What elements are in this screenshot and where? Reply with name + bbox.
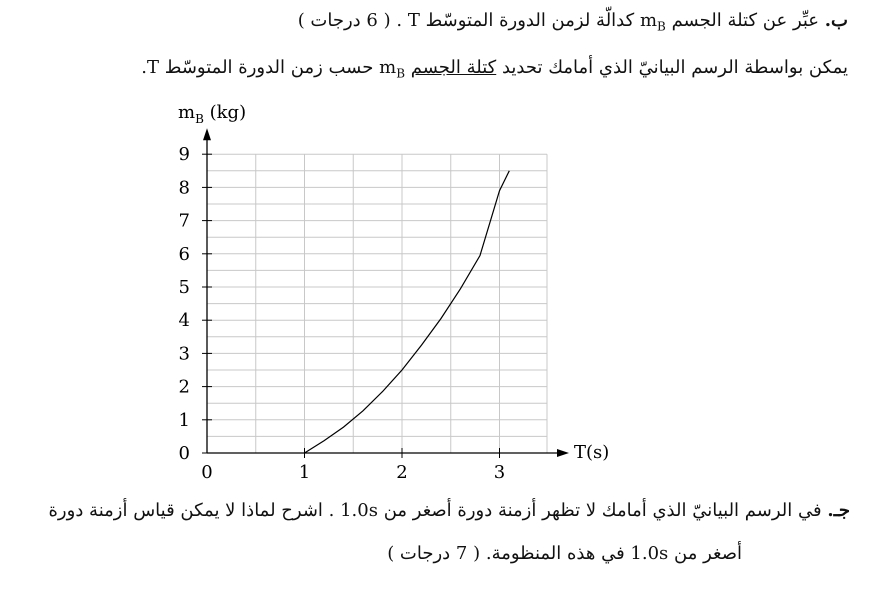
y-axis-label-main: m	[178, 102, 196, 123]
question-c-line2-value: 1.0s	[630, 543, 669, 564]
y-tick-label: 5	[178, 277, 190, 298]
question-b-text-2: كدالّة لزمن الدورة المتوسّط	[425, 10, 635, 31]
y-tick-label: 3	[178, 343, 190, 365]
question-b-grade: ( 6 درجات )	[297, 10, 391, 31]
y-tick-label: 2	[178, 376, 190, 398]
x-tick-label: 1	[298, 462, 311, 483]
question-c	[49, 500, 851, 521]
x-axis-label: T(s)	[574, 442, 610, 463]
question-b-symbol-main: m	[639, 10, 658, 31]
question-c-value: 1.0s	[340, 500, 378, 521]
question-b-sub-text-2: حسب زمن الدورة المتوسّط	[164, 57, 374, 78]
question-b-sub-dot: .	[141, 57, 148, 78]
question-b-sub-T: T	[147, 57, 160, 78]
question-c-text-2: . اشرح لماذا لا يمكن قياس أزمنة دورة	[48, 500, 335, 521]
question-c-grade: ( 7 درجات )	[387, 543, 481, 564]
question-b-sub-symbol-main: m	[379, 57, 397, 78]
y-tick-label: 8	[178, 177, 190, 199]
data-curve	[305, 171, 510, 453]
question-b-T: T	[407, 10, 420, 31]
question-c-letter: جـ.	[827, 500, 850, 521]
x-tick-label: 3	[493, 462, 506, 483]
question-b-sub-text-1: يمكن بواسطة الرسم البيانيّ الذي أمامك تحديد	[501, 57, 848, 78]
x-axis-arrow	[557, 449, 569, 457]
question-b-text-1: عبِّر عن كتلة الجسم	[671, 10, 820, 31]
question-c-line2-text-2: في هذه المنظومة.	[485, 543, 625, 564]
y-tick-label: 0	[178, 443, 190, 464]
y-tick-label: 1	[178, 409, 190, 431]
question-c-line-2	[387, 543, 742, 564]
question-b-letter: ب.	[824, 10, 848, 31]
y-axis-arrow	[203, 128, 211, 140]
question-c-line2-text-1: أصغر من	[674, 543, 742, 564]
y-tick-label: 9	[178, 144, 190, 166]
x-tick-label: 0	[201, 462, 213, 483]
question-c-text-1: في الرسم البيانيّ الذي أمامك لا تظهر أزمنة دورة أصغر من	[383, 500, 822, 521]
y-axis-label-unit: (kg)	[203, 102, 247, 123]
x-tick-label: 2	[396, 462, 408, 483]
question-b-sub-symbol-sub: B	[396, 66, 406, 81]
chart-grid	[207, 154, 547, 453]
y-axis-label-sub: B	[195, 112, 204, 126]
y-tick-label: 4	[178, 310, 190, 332]
y-tick-label: 6	[178, 243, 190, 265]
chart-ticks	[179, 144, 506, 483]
y-axis-label	[178, 102, 246, 126]
question-b-sub-underlined: كتلة الجسم	[410, 57, 497, 78]
question-b-symbol-sub: B	[657, 19, 666, 34]
question-b-dot: .	[396, 10, 403, 31]
y-tick-label: 7	[178, 210, 190, 232]
chart-axes	[203, 128, 569, 457]
